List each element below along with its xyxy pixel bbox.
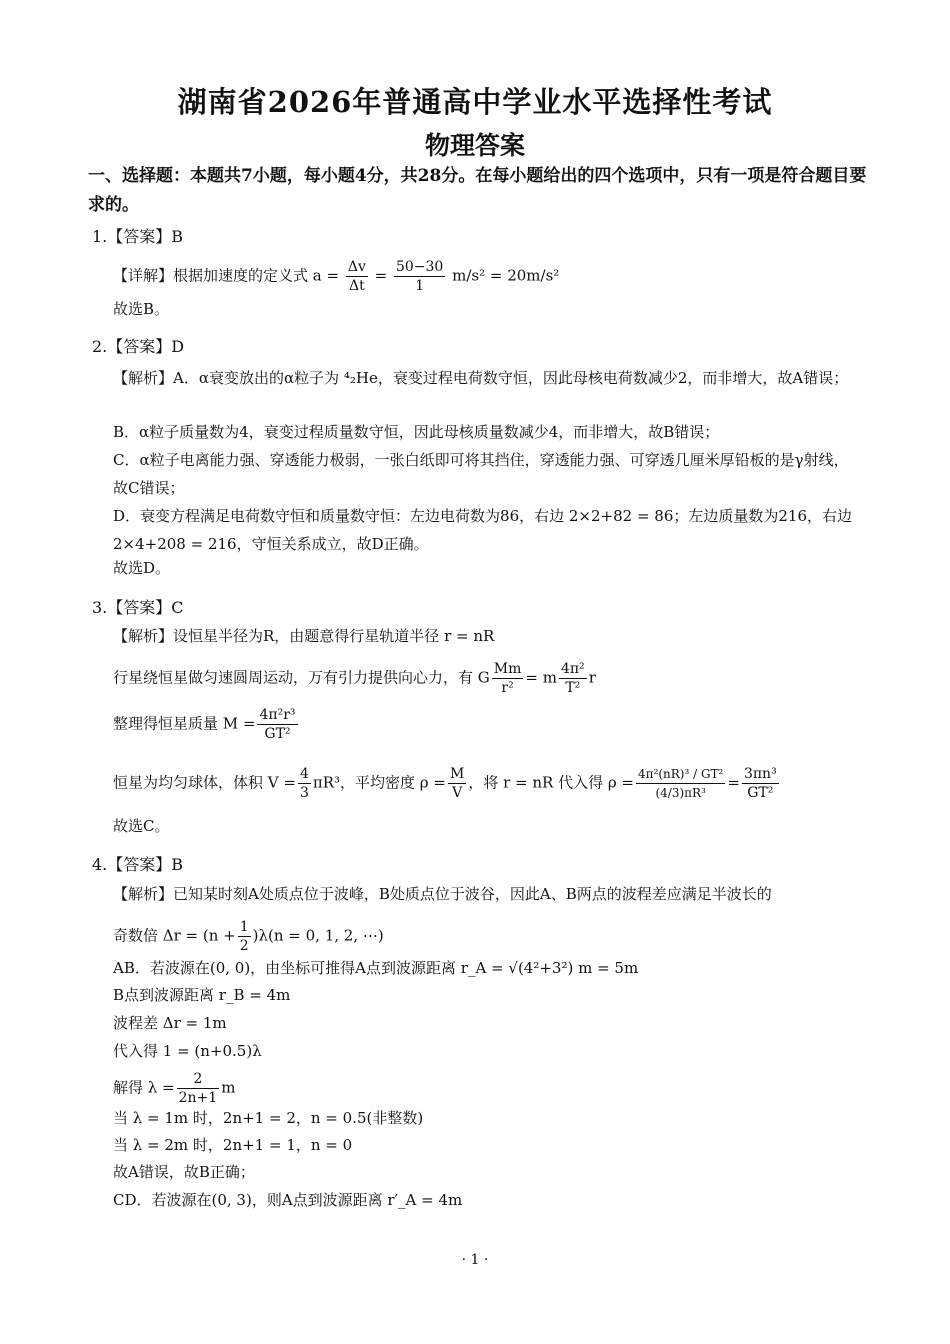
q2-option-d: D．衰变方程满足电荷数守恒和质量数守恒：左边电荷数为86，右边 2×2+82 = 86；左边质量数为216，右边 2×4+208 = 216，守恒关系成立，故D正确。 [113,507,853,553]
q3-fraction-density: $\frac{\text{4π²(nR)³ / GT²}}{\text{(4/3)πR³}}$ [638,767,724,800]
q3-line4: 恒星为均匀球体，体积 V = $\frac{4}{3}$ πR³，平均密度 ρ = $\frac{M}{V}$ ，将 r = nR 代入得 ρ = $\frac{\text{4π²(nR)³ / GT²}}{\text{(4/3)πR³}}$ = $\frac{\text{3πn³}}{\text{GT²}}$ [113,766,777,801]
q4-line10: 故A错误，故B正确； [113,1163,255,1181]
q4-line11: CD．若波源在(0, 3)，则A点到波源距离 r′_A = 4m [113,1191,463,1209]
q2-option-c: C．α粒子电离能力强、穿透能力极弱，一张白纸即可将其挡住，穿透能力强、可穿透几厘米厚铅板的是γ射线，故C错误； [113,451,849,497]
q3-conclusion: 故选C。 [113,817,170,835]
q2-option-b: B．α粒子质量数为4，衰变过程质量数守恒，因此母核质量数减少4，而非增大，故B错误； [113,423,720,441]
q3-fraction-mass: $\frac{\text{4π²r³}}{\text{GT²}}$ [259,707,296,742]
q2-answer: 2.【答案】D [92,337,185,356]
page-number: · 1 · [461,1252,489,1268]
q1-detail-suffix: m/s² = 20m/s² [452,266,560,285]
q4-line1: 【解析】已知某时刻A处质点位于波峰，B处质点位于波谷，因此A、B两点的波程差应满足半波长的 [113,885,772,903]
q4-line4: B点到波源距离 r_B = 4m [113,986,291,1004]
q1-detail: 【详解】根据加速度的定义式 a = $\frac{\Delta v}{\Delta t}$ = $\frac{50-30}{1}$ m/s² = 20m/s² [113,259,560,294]
q1-detail-prefix: 【详解】根据加速度的定义式 a = [113,266,340,285]
q4-line8: 当 λ = 1m 时，2n+1 = 2，n = 0.5(非整数) [113,1109,424,1127]
q1-conclusion: 故选B。 [113,300,170,318]
q4-fraction-half: $\frac{1}{2}$ [239,919,249,954]
q4-line9: 当 λ = 2m 时，2n+1 = 1，n = 0 [113,1136,353,1154]
q3-line1: 【解析】设恒星半径为R，由题意得行星轨道半径 r = nR [113,627,495,645]
q2-option-a: 【解析】A．α衰变放出的α粒子为 ⁴₂He，衰变过程电荷数守恒，因此母核电荷数减少2，而非增大，故A错误； [113,369,849,387]
q3-fraction-m-v: $\frac{M}{V}$ [449,766,465,801]
q4-line2: 奇数倍 Δr = (n + $\frac{1}{2}$ )λ(n = 0, 1, 2, ⋯) [113,919,384,954]
q3-fraction-result: $\frac{\text{3πn³}}{\text{GT²}}$ [743,766,777,801]
q4-line3: AB．若波源在(0, 0)，由坐标可推得A点到波源距离 r_A = √(4²+3²) m = 5m [113,959,639,977]
q2-conclusion: 故选D。 [113,559,171,577]
q1-fraction-dv-dt: $\frac{\Delta v}{\Delta t}$ [347,259,366,294]
page-subtitle: 物理答案 [424,131,525,160]
q3-answer: 3.【答案】C [92,598,184,617]
q3-fraction-4pi2-t2: $\frac{\text{4π²}}{\text{T²}}$ [560,661,585,696]
section-heading: 一、选择题：本题共7小题，每小题4分，共28分。在每小题给出的四个选项中，只有一项是符合题目要求的。 [88,166,867,215]
q4-answer: 4.【答案】B [92,855,184,874]
q3-line2: 行星绕恒星做匀速圆周运动，万有引力提供向心力，有 G $\frac{Mm}{\text{r²}}$ = m $\frac{\text{4π²}}{\text{T²}}$ r [113,661,596,696]
q1-fraction-values: $\frac{50-30}{1}$ [395,259,444,294]
q4-line5: 波程差 Δr = 1m [113,1014,227,1032]
q3-fraction-4-3: $\frac{4}{3}$ [299,766,309,801]
q3-line3: 整理得恒星质量 M = $\frac{\text{4π²r³}}{\text{GT²}}$ [113,707,296,742]
q1-answer: 1.【答案】B [92,227,184,246]
q4-line6: 代入得 1 = (n+0.5)λ [113,1042,262,1060]
q3-fraction-mm-r2: $\frac{Mm}{\text{r²}}$ [493,661,522,696]
q4-line7: 解得 λ = $\frac{2}{2n+1}$ m [113,1071,236,1106]
q4-fraction-wavelength: $\frac{2}{2n+1}$ [178,1071,218,1106]
page-title: 湖南省2026年普通高中学业水平选择性考试 [177,85,773,119]
